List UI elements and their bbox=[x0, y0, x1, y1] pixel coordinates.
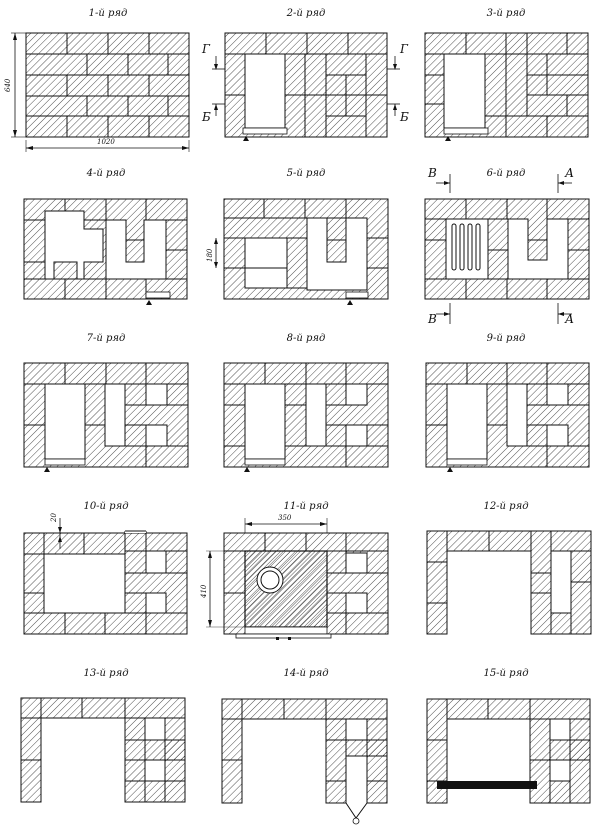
dim-r10-gap: 20 bbox=[50, 513, 58, 522]
row-3-plan bbox=[425, 33, 588, 141]
dim-r5-height: 180 bbox=[206, 248, 214, 262]
row-2-plan bbox=[212, 33, 400, 141]
row-11-plan bbox=[206, 518, 388, 640]
row-1-plan bbox=[11, 33, 189, 152]
section-b-left: Б bbox=[202, 110, 211, 124]
section-g-left: Г bbox=[202, 42, 210, 56]
section-v-bottom: В bbox=[428, 312, 437, 326]
row-8-plan bbox=[224, 363, 388, 472]
dim-r1-height: 640 bbox=[4, 78, 12, 92]
row-label-1: 1-й ряд bbox=[88, 8, 128, 19]
row-label-11: 11-й ряд bbox=[283, 501, 329, 512]
row-label-13: 13-й ряд bbox=[83, 668, 129, 679]
row-5-plan bbox=[214, 199, 388, 305]
row-label-5: 5-й ряд bbox=[286, 168, 326, 179]
row-7-plan bbox=[24, 363, 188, 472]
row-label-12: 12-й ряд bbox=[483, 501, 529, 512]
section-a-top: А bbox=[565, 166, 575, 180]
row-15-plan bbox=[427, 699, 590, 803]
row-6-plan bbox=[425, 174, 589, 324]
section-v-top: В bbox=[428, 166, 437, 180]
section-g-right: Г bbox=[400, 42, 408, 56]
row-label-2: 2-й ряд bbox=[286, 8, 326, 19]
row-label-9: 9-й ряд bbox=[486, 333, 526, 344]
dim-r1-width: 1020 bbox=[97, 138, 115, 146]
row-label-15: 15-й ряд bbox=[483, 668, 529, 679]
row-12-plan bbox=[427, 531, 591, 634]
row-10-plan bbox=[24, 518, 187, 634]
row-label-3: 3-й ряд bbox=[486, 8, 526, 19]
dim-r11-height: 410 bbox=[200, 584, 208, 598]
row-label-6: 6-й ряд bbox=[486, 168, 526, 179]
section-a-bottom: А bbox=[565, 312, 575, 326]
row-label-4: 4-й ряд bbox=[86, 168, 126, 179]
row-4-plan bbox=[24, 199, 187, 305]
row-label-10: 10-й ряд bbox=[83, 501, 129, 512]
row-14-plan bbox=[222, 699, 387, 824]
row-9-plan bbox=[426, 363, 589, 472]
row-label-8: 8-й ряд bbox=[286, 333, 326, 344]
section-b-right: Б bbox=[400, 110, 409, 124]
row-13-plan bbox=[21, 698, 185, 802]
row-label-7: 7-й ряд bbox=[86, 333, 126, 344]
row-label-14: 14-й ряд bbox=[283, 668, 329, 679]
dim-r11-width: 350 bbox=[278, 514, 292, 522]
